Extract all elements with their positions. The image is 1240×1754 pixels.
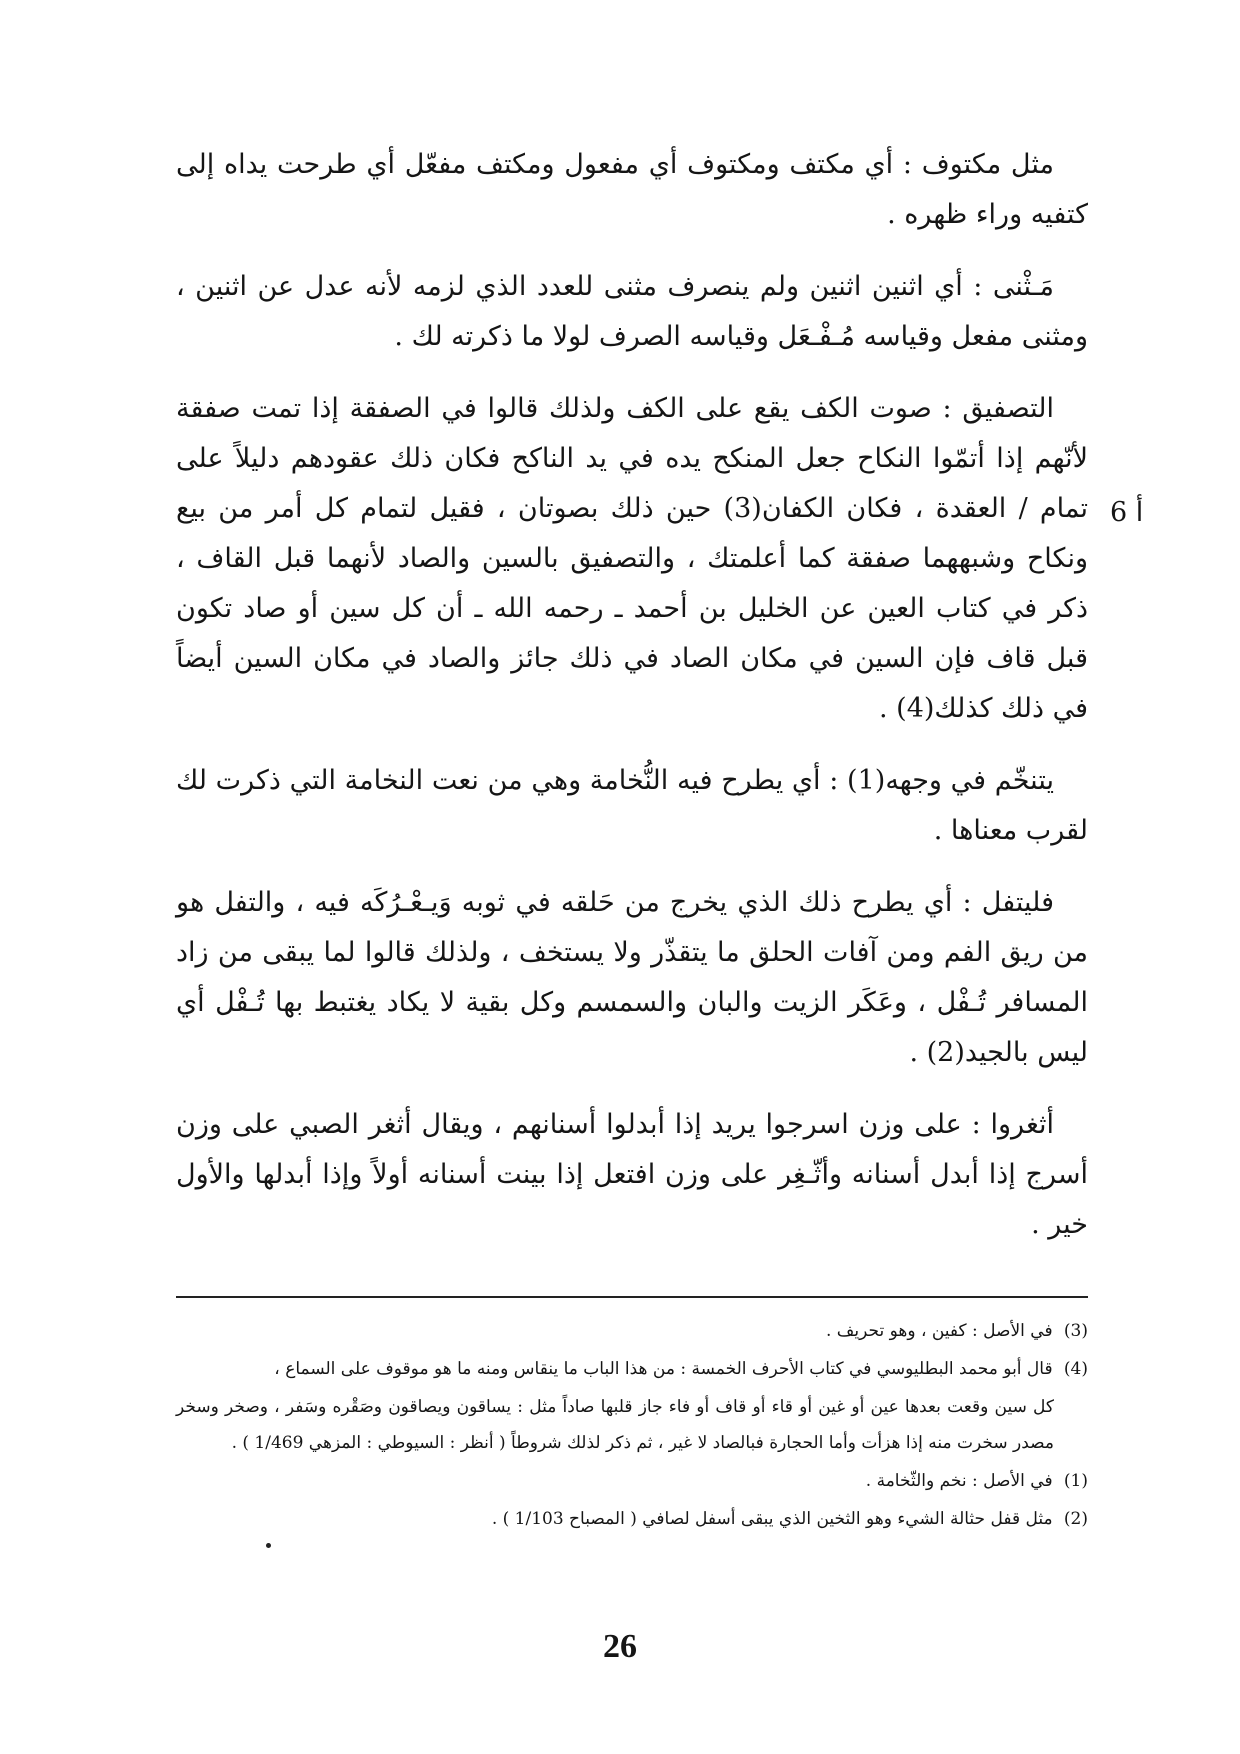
footnote-1: [176, 1463, 1088, 1499]
footnote-divider: [176, 1296, 1088, 1298]
footnote-4-continuation: كل سين وقعت بعدها عين أو غين أو قاء أو قاف أو فاء جاز قلبها صاداً مثل : يساقون ويصاقون وصَقْره وسَفر ، وصخر وسخر مصدر سخرت منه إذا هزأت وأما الحجارة فبالصاد لا غير ، ثم ذكر لذلك شروطاً ( أنظر : السيوطي : المزهي 1/469 ) .: [176, 1397, 1054, 1453]
paragraph-3-text: التصفيق : صوت الكف يقع على الكف ولذلك قالوا في الصفقة إذا تمت صفقة لأنّهم إذا أتمّوا النكاح جعل المنكح يده في يد الناكح فكان ذلك عقودهم دليلاً على تمام / العقدة ، فكان الكفان(3) حين ذلك بصوتان ، فقيل لتمام كل أمر من بيع ونكاح وشبههما صفقة كما أعلمتك ، والتصفيق بالسين والصاد لأنهما قبل القاف ، ذكر في كتاب العين عن الخليل بن أحمد ـ رحمه الله ـ أن كل سين أو صاد تكون قبل قاف فإن السين في مكان الصاد في ذلك جائز والصاد في مكان السين أيضاً في ذلك كذلك(4) .: [176, 393, 1088, 724]
footnote-4-text: قال أبو محمد البطليوسي في كتاب الأحرف الخمسة : من هذا الباب ما ينقاس ومنه ما هو موقوف على السماع ،: [274, 1359, 1053, 1379]
main-text: [176, 140, 1088, 1272]
footnote-2-label: (2): [1063, 1509, 1088, 1529]
paragraph-5-text: فليتفل : أي يطرح ذلك الذي يخرج من حَلقه في ثوبه وَيـعْـرُكَه فيه ، والتفل هو من ريق الفم ومن آفات الحلق ما يتقذّر ولا يستخف ، ولذلك قالوا لما يبقى من زاد المسافر تُـفْل ، وعَكَر الزيت والبان والسمسم وكل بقية لا يكاد يغتبط بها تُـفْل أي ليس بالجيد(2) .: [176, 887, 1088, 1068]
footnote-1-label: (1): [1063, 1471, 1088, 1491]
footnote-4-label: (4): [1063, 1359, 1088, 1379]
footnote-3-text: في الأصل : كفين ، وهو تحريف .: [825, 1321, 1053, 1341]
paragraph-2: [176, 262, 1088, 362]
paragraph-4: [176, 756, 1088, 856]
paragraph-6-text: أثغروا : على وزن اسرجوا يريد إذا أبدلوا أسنانهم ، ويقال أثغر الصبي على وزن أسرج إذا أبدل أسنانه وأثّـغِر على وزن افتعل إذا بينت أسنانه أولاً وإذا أبدلها والأول خير .: [176, 1109, 1088, 1240]
footnotes: [176, 1313, 1088, 1539]
footnote-1-text: في الأصل : نخم والثّخامة .: [865, 1471, 1053, 1491]
paragraph-1: [176, 140, 1088, 240]
folio-margin-note: 6 أ: [1110, 497, 1144, 528]
print-speck: [266, 1543, 271, 1548]
page-number: 26: [603, 1628, 637, 1665]
footnote-4: [176, 1351, 1088, 1387]
paragraph-2-text: مَـثْنى : أي اثنين اثنين ولم ينصرف مثنى للعدد الذي لزمه لأنه عدل عن اثنين ، ومثنى مفعل وقياسه مُـفْـعَل وقياسه الصرف لولا ما ذكرته لك .: [176, 271, 1088, 352]
paragraph-4-text: يتنخّم في وجهه(1) : أي يطرح فيه النُّخامة وهي من نعت النخامة التي ذكرت لك لقرب معناها .: [176, 765, 1088, 846]
paragraph-6: [176, 1100, 1088, 1250]
paragraph-3: [176, 384, 1088, 734]
footnote-2: [176, 1501, 1088, 1537]
paragraph-5: [176, 878, 1088, 1078]
footnote-3-label: (3): [1063, 1321, 1088, 1341]
footnote-2-text: مثل قفل حثالة الشيء وهو الثخين الذي يبقى أسفل لصافي ( المصباح 1/103 ) .: [491, 1509, 1053, 1529]
paragraph-1-text: مثل مكتوف : أي مكتف ومكتوف أي مفعول ومكتف مفعّل أي طرحت يداه إلى كتفيه وراء ظهره .: [176, 149, 1088, 230]
footnote-3: [176, 1313, 1088, 1349]
